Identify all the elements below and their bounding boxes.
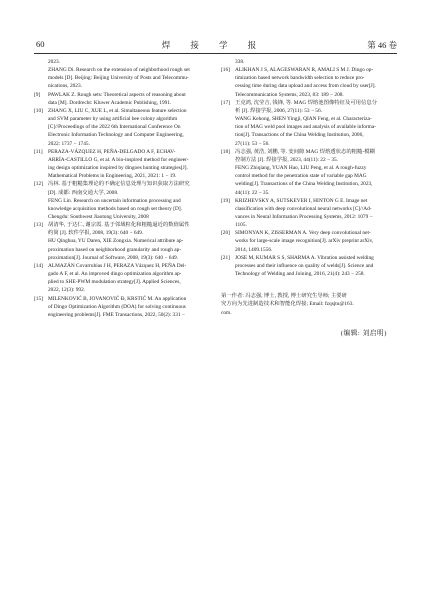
reference-number: [11] — [34, 148, 43, 155]
author-bio — [221, 292, 399, 316]
reference-entry — [221, 99, 399, 148]
volume-label: 第 46 卷 — [367, 40, 397, 50]
reference-line: knowledge acquisition methods based on rough set theory [D]. — [48, 205, 183, 212]
reference-number: [21] — [221, 254, 230, 261]
reference-line: ALIKHAN J S, ALAGESWARAN R, AMALI S M J. Dingo op- — [235, 67, 374, 74]
journal-title: 焊 接 学 报 — [161, 40, 266, 50]
reference-entry — [221, 197, 399, 230]
reference-line: PAWLAK Z. Rough sets: Theoretical aspects of reasoning about — [48, 91, 186, 98]
reference-line: FENG Lin. Research on uncertain information processing and — [48, 197, 181, 204]
reference-entry — [34, 107, 212, 148]
reference-line: 控制方法 [J]. 焊接学报, 2023, 44(11): 22 − 35. — [235, 156, 339, 163]
reference-line: 338. — [235, 59, 245, 65]
reference-entry — [34, 180, 212, 221]
reference-number: [20] — [221, 230, 230, 237]
reference-number: [19] — [221, 197, 230, 204]
reference-line: tion of MAG weld pool images and analysis of available informa- — [235, 124, 376, 131]
reference-line: processes and their influence on quality of welds[J]. Science and — [235, 262, 374, 269]
reference-line: HU Qinghua, YU Daren, XIE Zongxia. Numerical attribute ap- — [48, 238, 184, 245]
reference-line: 冯志强, 黄浩, 刘鹏, 等. 变间隙 MAG 焊熔透状态的粗糙-模糊 — [235, 148, 375, 155]
author-bio-line: com. — [221, 309, 232, 316]
reference-entry — [34, 148, 212, 181]
reference-line: models [D]. Beijing: Beijing University of Posts and Telecommu- — [48, 75, 189, 82]
reference-line: 2022: 1737 − 1745. — [48, 140, 90, 147]
reference-line: Telecommunication Systems, 2023, 83: 189 − 208. — [235, 91, 344, 98]
reference-line: and SVM parameter by using artificial bee colony algorithm — [48, 116, 178, 123]
reference-line: 2022, 12(3): 992. — [48, 287, 86, 294]
references-right-list — [221, 58, 399, 278]
reference-line: KRIZHEVSKY A, SUTSKEVER I, HINTON G E. Image net — [235, 197, 368, 204]
reference-number: [15] — [34, 295, 43, 302]
reference-entry — [34, 58, 212, 91]
reference-line: proximation based on neighborhood granularity and rough ap- — [48, 246, 182, 253]
reference-line: ZHANG X, LIU C, XUE L, et al. Simultaneous feature selection — [48, 107, 187, 114]
reference-line: Chengdu: Southwest Jiaotong University, 2008 — [48, 213, 149, 220]
reference-line: [D]. 成都: 西南交通大学, 2008. — [48, 189, 119, 196]
reference-line: cessing time during data upload and access from cloud by user[J]. — [235, 83, 376, 90]
reference-number: [18] — [221, 148, 230, 155]
reference-line: MILENKOVIĆ B, JOVANOVIĆ Đ, KRSTIĆ M. An application — [48, 295, 187, 302]
reference-line: ALMAZÁN Covarrubias J H, PERAZA Vázquez H, PEÑA Del- — [48, 262, 187, 269]
reference-number: [12] — [34, 181, 43, 188]
reference-line: Electronic Information Technology and Computer Engineering, — [48, 132, 184, 139]
reference-line: welding[J]. Transactions of the China Welding Institution, 2023, — [235, 181, 373, 188]
reference-line: vances in Neural Information Processing Systems, 2012: 1079 − — [235, 213, 373, 220]
reference-line: tion[J]. Transactions of the China Welding Institution, 2006, — [235, 132, 364, 139]
references-left-column — [34, 58, 212, 319]
references-right-column — [221, 58, 399, 338]
reference-entry — [221, 254, 399, 278]
reference-line: 胡清华, 于达仁, 谢宗霞. 基于邻域粒化和粗糙逼近的数值属性 — [48, 222, 190, 229]
reference-line: WANG Kehong, SHEN Yingji, QIAN Feng, et al. Characteriza- — [235, 116, 372, 123]
reference-line: ing design optimization inspired by dingoes hunting strategies[J]. — [48, 165, 188, 172]
author-bio-line: 第一作者: 冯志强, 博士, 教授, 博士研究生导师; 主要研 — [221, 293, 347, 300]
reference-line: control method for the penetration state of variable gap MAG — [235, 173, 367, 180]
editor-note: (编辑: 刘启明) — [340, 329, 387, 337]
reference-line: engineering problems[J]. FME Transactions, 2022, 50(2): 331 − — [48, 311, 185, 318]
page-number: 60 — [36, 39, 45, 49]
reference-number: [13] — [34, 222, 43, 229]
reference-line: SIMONYAN K, ZISSERMAN A. Very deep convolutional net- — [235, 230, 371, 237]
reference-line: classification with deep convolutional neural networks [C]//Ad- — [235, 205, 372, 212]
reference-number: [10] — [34, 107, 43, 114]
reference-line: proximation[J]. Journal of Software, 2008, 19(3): 640 − 649. — [48, 254, 179, 261]
reference-line: 冯林. 基于粗糙集理论的不确定信息处理与知识获取方法研究 — [48, 181, 190, 188]
reference-line: 析 [J]. 焊接学报, 2006, 27(11): 53 − 56. — [235, 107, 322, 114]
reference-line: 1105. — [235, 222, 247, 229]
reference-line: timization based network bandwidth selection to reduce pro- — [235, 75, 365, 82]
reference-line: plied to SHE-PWM modulation strategy[J]. Applied Sciences, — [48, 279, 181, 286]
reference-number: [16] — [221, 67, 230, 74]
header-divider — [34, 53, 397, 54]
reference-line: 2023. — [48, 59, 61, 65]
reference-entry — [221, 148, 399, 197]
reference-line: 44(11): 22 − 35. — [235, 189, 270, 196]
reference-line: of Dingo Optimization Algorithm (DOA) for solving continuous — [48, 303, 186, 310]
reference-line: PERAZA-VÁZQUEZ H, PEÑA-DELGADO A F, ECHAV- — [48, 148, 176, 155]
reference-line: JOSE M, KUMAR S S, SHARMA A. Vibration assisted welding — [235, 254, 374, 261]
author-bio-line: 究方向为先进制造技术和智能化焊接; Email: fzqsjtu@163. — [221, 301, 354, 308]
reference-line: Mathematical Problems in Engineering, 2021, 2021: 1 − 19. — [48, 173, 177, 180]
reference-line: 2014, 1409.1556. — [235, 246, 273, 253]
reference-entry — [221, 58, 399, 66]
reference-line: FENG Zhiqiang, YUAN Hao, LIU Peng, et al. A rough-fuzzy — [235, 165, 367, 172]
reference-entry — [221, 66, 399, 99]
reference-number: [9] — [34, 91, 41, 98]
reference-entry — [221, 229, 399, 253]
reference-line: 王克鸿, 沈莹吉, 钱锋, 等. MAG 焊熔池图像特征及可用信息分 — [235, 99, 378, 106]
reference-line: 约简 [J]. 软件学报, 2008, 19(3): 640 − 649. — [48, 230, 144, 237]
reference-line: ARRÍA-CASTILLO G, et al. A bio-inspired method for engineer- — [48, 156, 189, 163]
reference-entry — [34, 262, 212, 295]
reference-line: data [M]. Dordrecht: Kluwer Academic Publishing, 1991. — [48, 99, 172, 106]
reference-line: 27(11): 53 − 56. — [235, 140, 270, 147]
reference-line: nications, 2023. — [48, 83, 82, 90]
reference-line: gado A F, et al. An improved dingo optimization algorithm ap- — [48, 271, 182, 278]
reference-number: [17] — [221, 99, 230, 106]
reference-line: works for large-scale image recognition[J]. arXiv preprint arXiv, — [235, 238, 374, 245]
reference-line: ZHANG Di. Research on the extension of neighborhood rough set — [48, 67, 190, 74]
reference-entry — [34, 295, 212, 319]
reference-entry — [34, 221, 212, 262]
reference-entry — [34, 91, 212, 107]
reference-line: Technology of Welding and Joining, 2016, 21(4): 243 − 258. — [235, 271, 365, 278]
reference-number: [14] — [34, 262, 43, 269]
reference-line: [C]//Proceedings of the 2022 6th International Conference On — [48, 124, 181, 131]
